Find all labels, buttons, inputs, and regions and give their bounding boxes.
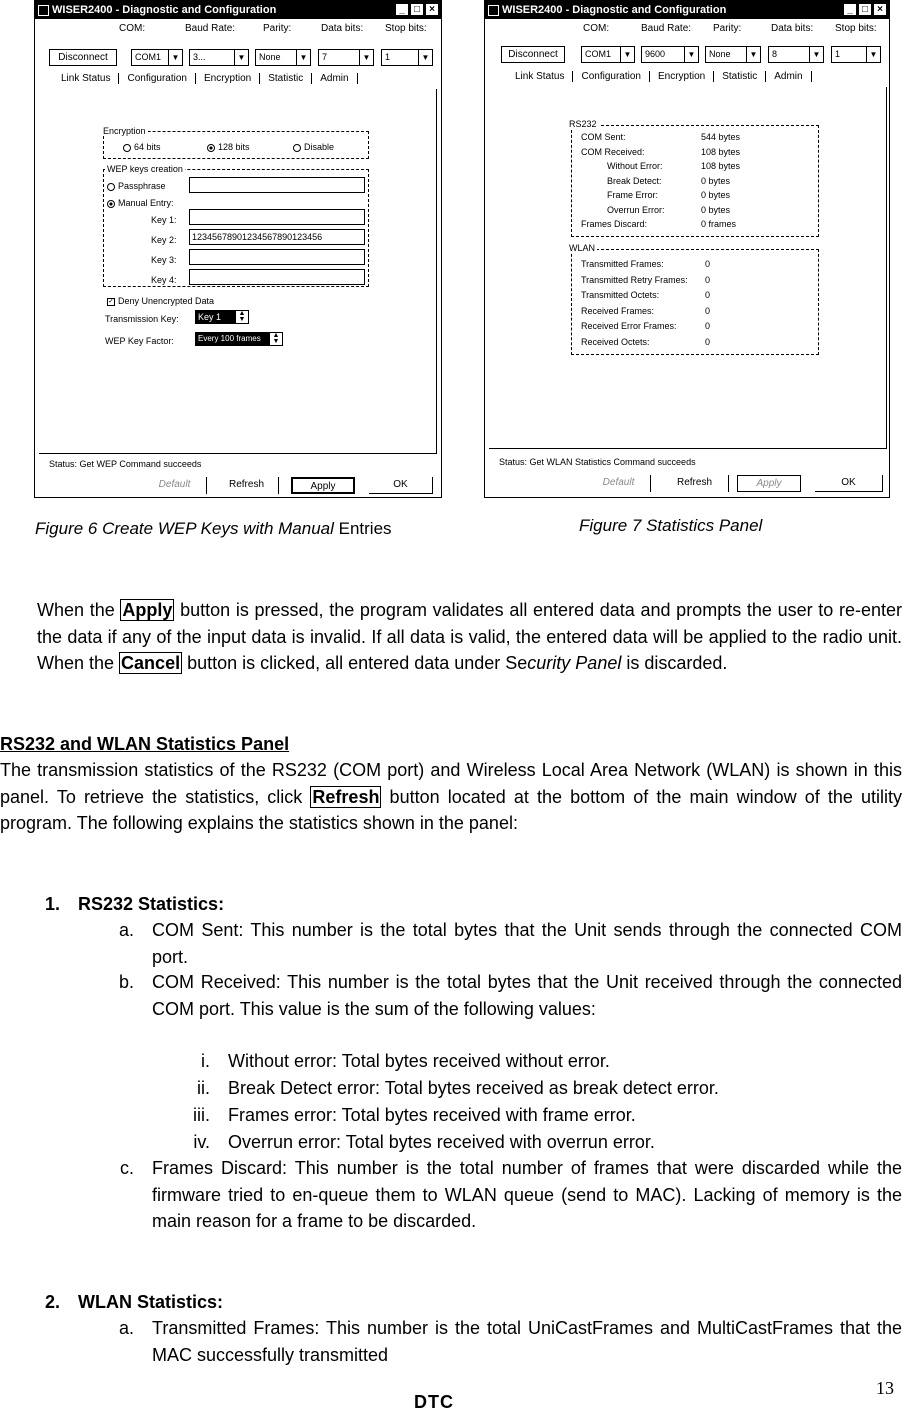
disconnect-button[interactable]: Disconnect bbox=[501, 46, 565, 63]
checkbox-checked-icon: ✓ bbox=[108, 297, 114, 305]
stat-value: 544 bytes bbox=[701, 132, 741, 142]
chevron-down-icon: ▼ bbox=[746, 47, 760, 62]
tab-encryption[interactable]: Encryption bbox=[650, 71, 714, 82]
app-icon bbox=[488, 5, 499, 16]
databits-select-value: 8 bbox=[772, 49, 778, 59]
stat-value: 0 bbox=[705, 336, 711, 347]
page-number: 13 bbox=[876, 1378, 894, 1398]
key3-label: Key 3: bbox=[151, 255, 177, 265]
radio-128-label: 128 bits bbox=[218, 142, 250, 152]
figure-7-caption: Figure 7 Statistics Panel bbox=[579, 516, 763, 535]
radio-manual-entry[interactable] bbox=[107, 198, 174, 208]
list-marker: a. bbox=[118, 1318, 134, 1338]
key1-input[interactable] bbox=[189, 209, 365, 225]
wep-key-factor-value: Every 100 frames bbox=[198, 334, 261, 343]
stat-label: Received Octets: bbox=[581, 336, 650, 347]
parity-label: Parity: bbox=[713, 23, 742, 34]
radio-64-label: 64 bits bbox=[134, 142, 161, 152]
chevron-down-icon: ▼ bbox=[168, 50, 182, 65]
left-window-title: WISER2400 - Diagnostic and Configuration bbox=[52, 4, 277, 16]
chevron-down-icon: ▼ bbox=[359, 50, 373, 65]
radio-passphrase[interactable] bbox=[107, 181, 166, 191]
stat-value: 0 frames bbox=[701, 219, 737, 229]
stat-label: Frames Discard: bbox=[581, 219, 648, 229]
list-number: 1. bbox=[44, 894, 60, 914]
tab-bar bbox=[53, 73, 358, 84]
tab-configuration[interactable]: Configuration bbox=[573, 71, 649, 82]
para1-text-3: button is clicked, all entered data under Se bbox=[182, 653, 528, 673]
ok-button[interactable]: OK bbox=[369, 477, 433, 494]
com-label: COM: bbox=[119, 23, 146, 34]
stat-value: 0 bbox=[705, 321, 711, 331]
default-button[interactable]: Default bbox=[143, 477, 207, 494]
databits-select[interactable] bbox=[318, 49, 374, 66]
apply-button[interactable]: Apply bbox=[737, 475, 801, 492]
stat-value: 0 bbox=[705, 274, 711, 285]
sublist-marker: iv. bbox=[193, 1132, 210, 1152]
key1-label: Key 1: bbox=[151, 215, 177, 225]
maximize-icon[interactable]: □ bbox=[410, 3, 424, 16]
parity-select-value: None bbox=[259, 52, 281, 62]
tab-admin[interactable]: Admin bbox=[312, 73, 357, 84]
list-text: Transmitted Frames: This number is the total UniCastFrames and MultiCastFrames that the MAC successfully transmitted bbox=[152, 1318, 902, 1365]
databits-select-value: 7 bbox=[322, 52, 328, 62]
stat-label: COM Sent: bbox=[581, 132, 626, 142]
tab-encryption[interactable]: Encryption bbox=[196, 73, 260, 84]
para2-text-2: button located at the bottom of the main window of the utility program. The following explains the statistics shown in the panel: bbox=[0, 786, 902, 833]
radio-disable[interactable] bbox=[293, 142, 334, 152]
window-controls bbox=[843, 3, 887, 16]
sublist-marker: iii. bbox=[193, 1105, 210, 1125]
key2-label: Key 2: bbox=[151, 235, 177, 245]
stopbits-select-value: 1 bbox=[385, 52, 391, 62]
key3-input[interactable] bbox=[189, 249, 365, 265]
radio-selected-icon bbox=[207, 144, 215, 152]
sublist-text: Overrun error: Total bytes received with overrun error. bbox=[228, 1132, 655, 1152]
list-heading: WLAN Statistics: bbox=[78, 1292, 224, 1312]
stat-label: COM Received: bbox=[581, 146, 645, 157]
radio-icon bbox=[293, 144, 301, 152]
sublist-text: Break Detect error: Total bytes received as break detect error. bbox=[228, 1078, 719, 1098]
stopbits-label: Stop bits: bbox=[835, 23, 877, 34]
section-title: RS232 and WLAN Statistics Panel bbox=[0, 734, 290, 754]
right-window bbox=[484, 0, 890, 498]
stopbits-label: Stop bits: bbox=[385, 23, 427, 34]
parity-label: Parity: bbox=[263, 23, 292, 34]
spinner-arrows-icon[interactable]: ▲ ▼ bbox=[269, 333, 282, 345]
baud-label: Baud Rate: bbox=[641, 23, 692, 34]
radio-128-bits[interactable] bbox=[207, 142, 250, 152]
wlan-group-label: WLAN bbox=[569, 243, 596, 253]
key4-label: Key 4: bbox=[151, 275, 177, 285]
databits-label: Data bits: bbox=[771, 23, 814, 34]
wep-keys-group-label: WEP keys creation bbox=[107, 164, 183, 174]
stat-label: Received Error Frames: bbox=[581, 321, 677, 331]
radio-64-bits[interactable] bbox=[123, 142, 161, 152]
stopbits-select[interactable] bbox=[831, 46, 881, 63]
list-heading: RS232 Statistics: bbox=[78, 894, 225, 914]
tab-link-status[interactable]: Link Status bbox=[507, 71, 573, 82]
refresh-button[interactable]: Refresh bbox=[661, 475, 729, 492]
baud-label: Baud Rate: bbox=[185, 23, 236, 34]
list-number: 2. bbox=[44, 1292, 60, 1312]
chevron-down-icon: ▼ bbox=[620, 47, 634, 62]
figure-6-caption-part: Figure 6 Create WEP Keys with bbox=[35, 519, 279, 538]
status-text: Status: Get WEP Command succeeds bbox=[49, 459, 202, 469]
stat-value: 0 bytes bbox=[701, 190, 731, 200]
manual-entry-label: Manual Entry: bbox=[118, 198, 174, 208]
chevron-down-icon: ▼ bbox=[809, 47, 823, 62]
tab-admin[interactable]: Admin bbox=[766, 71, 811, 82]
sublist-marker: ii. bbox=[197, 1078, 210, 1098]
stat-label: Frame Error: bbox=[607, 190, 659, 200]
dtc-logo: DTC bbox=[414, 1392, 454, 1412]
deny-unencrypted-label: Deny Unencrypted Data bbox=[118, 296, 215, 306]
tab-statistic[interactable]: Statistic bbox=[714, 71, 766, 82]
stat-value: 0 bbox=[705, 259, 711, 269]
right-window-title: WISER2400 - Diagnostic and Configuration bbox=[502, 4, 727, 16]
minimize-icon[interactable]: _ bbox=[843, 3, 857, 16]
figure-6-caption-emphasis: Manual bbox=[278, 519, 334, 538]
stat-value: 0 bytes bbox=[701, 175, 731, 186]
tab-link-status[interactable]: Link Status bbox=[53, 73, 119, 84]
chevron-down-icon: ▼ bbox=[866, 47, 880, 62]
default-button[interactable]: Default bbox=[587, 475, 651, 492]
app-icon bbox=[38, 5, 49, 16]
apply-button[interactable]: Apply bbox=[291, 477, 355, 494]
stat-label: Overrun Error: bbox=[607, 204, 665, 215]
list-text: Frames Discard: This number is the total number of frames that were discarded while the firmware tried to en-queue them to WLAN queue (send to MAC). Lacking of memory is the main reason for a frame to be discarded. bbox=[152, 1158, 902, 1231]
figure-6-caption-end: Entries bbox=[333, 519, 392, 538]
apply-button-reference: Apply bbox=[122, 600, 173, 620]
cancel-button-reference: Cancel bbox=[121, 653, 181, 673]
tx-key-value: Key 1 bbox=[198, 312, 222, 322]
tx-key-spinner[interactable] bbox=[195, 310, 249, 324]
baud-select-value: 3... bbox=[193, 52, 206, 62]
databits-select[interactable] bbox=[768, 46, 824, 63]
disconnect-button[interactable]: Disconnect bbox=[49, 49, 117, 66]
para1-text-1: When the bbox=[37, 600, 121, 620]
stat-label: Transmitted Frames: bbox=[581, 259, 664, 269]
stat-label: Received Frames: bbox=[581, 305, 655, 316]
stat-value: 108 bytes bbox=[701, 146, 741, 157]
passphrase-input[interactable] bbox=[189, 177, 365, 193]
wep-key-factor-label: WEP Key Factor: bbox=[105, 336, 174, 346]
list-text: COM Sent: This number is the total bytes that the Unit sends through the connected COM port. bbox=[152, 920, 902, 967]
tab-statistic[interactable]: Statistic bbox=[260, 73, 312, 84]
window-controls bbox=[395, 3, 439, 16]
com-label: COM: bbox=[583, 23, 610, 34]
stat-label: Transmitted Retry Frames: bbox=[581, 274, 688, 285]
stat-value: 0 bytes bbox=[701, 204, 731, 215]
figure-6-caption bbox=[35, 519, 392, 539]
para1-text-5: is discarded. bbox=[621, 653, 728, 673]
rs232-group-label: RS232 bbox=[569, 119, 597, 129]
apply-paragraph bbox=[37, 597, 902, 677]
list-marker: b. bbox=[118, 972, 134, 992]
tab-bar bbox=[507, 71, 812, 82]
right-window-titlebar[interactable] bbox=[485, 1, 889, 19]
baud-select[interactable] bbox=[189, 49, 249, 66]
parity-select-value: None bbox=[709, 49, 731, 59]
parity-select[interactable] bbox=[705, 46, 761, 63]
maximize-icon[interactable]: □ bbox=[858, 3, 872, 16]
statistics-paragraph bbox=[0, 757, 902, 837]
key2-input[interactable]: 12345678901234567890123456 bbox=[189, 229, 365, 245]
stopbits-select[interactable] bbox=[381, 49, 433, 66]
radio-icon bbox=[107, 183, 115, 191]
tab-configuration[interactable]: Configuration bbox=[119, 73, 195, 84]
stat-label: Transmitted Octets: bbox=[581, 290, 660, 300]
para1-text-2: button is pressed, the program validates all entered data and prompts the user to re-enter the data if any of the input data is invalid. If all data is valid, the entered data will be applied to the radio unit. When the bbox=[37, 600, 902, 673]
security-panel-reference: curity Panel bbox=[527, 653, 622, 673]
radio-selected-icon bbox=[107, 200, 115, 208]
parity-select[interactable] bbox=[255, 49, 311, 66]
radio-disable-label: Disable bbox=[304, 142, 335, 152]
com-select-value: COM1 bbox=[135, 52, 162, 62]
spinner-arrows-icon[interactable]: ▲ ▼ bbox=[235, 311, 248, 323]
list-marker: c. bbox=[119, 1158, 134, 1178]
refresh-button-reference: Refresh bbox=[312, 786, 380, 807]
list-text: COM Received: This number is the total bytes that the Unit received through the connected COM port. This value is the sum of the following values: bbox=[152, 972, 902, 1019]
para2-text-1: The transmission statistics of the RS232 (COM port) and Wireless Local Area Network (WLAN) is shown in this panel. To retrieve the statistics, click bbox=[0, 760, 902, 807]
ok-button[interactable]: OK bbox=[815, 475, 883, 492]
left-window-titlebar[interactable] bbox=[35, 1, 441, 19]
com-select[interactable] bbox=[581, 46, 635, 63]
stopbits-select-value: 1 bbox=[835, 49, 841, 59]
status-text: Status: Get WLAN Statistics Command succeeds bbox=[499, 457, 696, 467]
tx-key-label: Transmission Key: bbox=[105, 314, 179, 324]
chevron-down-icon: ▼ bbox=[684, 47, 698, 62]
close-icon[interactable]: × bbox=[425, 3, 439, 16]
close-icon[interactable]: × bbox=[873, 3, 887, 16]
databits-label: Data bits: bbox=[321, 23, 364, 34]
com-select[interactable] bbox=[131, 49, 183, 66]
key4-input[interactable] bbox=[189, 269, 365, 285]
left-window bbox=[34, 0, 442, 498]
refresh-button[interactable]: Refresh bbox=[215, 477, 279, 494]
stat-value: 0 bbox=[705, 305, 711, 316]
deny-unencrypted-checkbox[interactable] bbox=[107, 296, 214, 306]
baud-select[interactable] bbox=[641, 46, 699, 63]
stat-value: 108 bytes bbox=[701, 161, 741, 171]
stat-label: Break Detect: bbox=[607, 175, 662, 186]
chevron-down-icon: ▼ bbox=[296, 50, 310, 65]
radio-icon bbox=[123, 144, 131, 152]
encryption-group-label: Encryption bbox=[103, 126, 146, 136]
wep-key-factor-spinner[interactable] bbox=[195, 332, 283, 346]
baud-select-value: 9600 bbox=[645, 49, 666, 59]
list-marker: a. bbox=[118, 920, 134, 940]
chevron-down-icon: ▼ bbox=[418, 50, 432, 65]
stat-value: 0 bbox=[705, 290, 711, 300]
sublist-text: Frames error: Total bytes received with frame error. bbox=[228, 1105, 636, 1125]
minimize-icon[interactable]: _ bbox=[395, 3, 409, 16]
stat-label: Without Error: bbox=[607, 161, 663, 171]
sublist-marker: i. bbox=[201, 1051, 210, 1071]
passphrase-label: Passphrase bbox=[118, 181, 166, 191]
com-select-value: COM1 bbox=[585, 49, 612, 59]
chevron-down-icon: ▼ bbox=[234, 50, 248, 65]
sublist-text: Without error: Total bytes received without error. bbox=[228, 1051, 610, 1071]
